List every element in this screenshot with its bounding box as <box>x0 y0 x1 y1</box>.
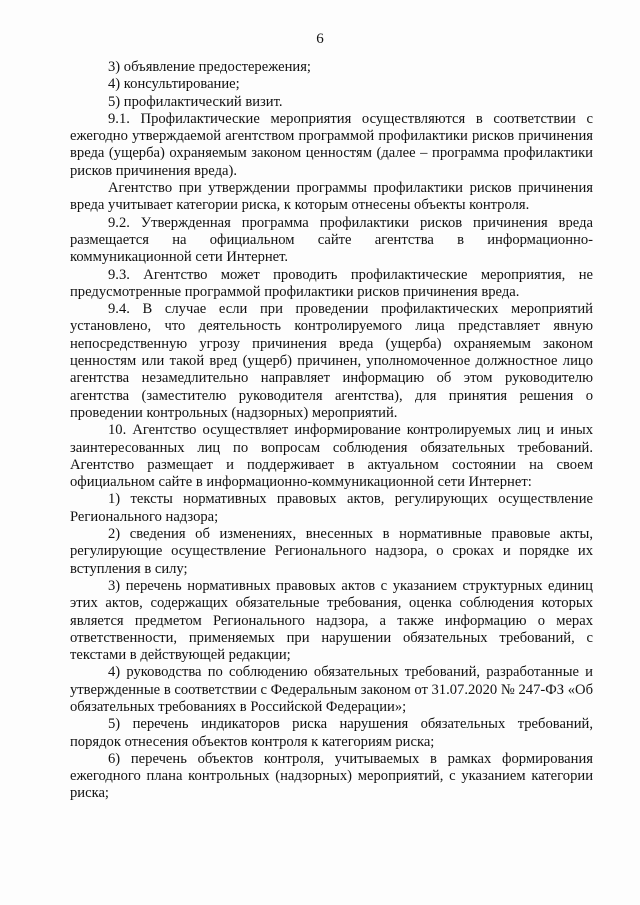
clause-9-2: 9.2. Утвержденная программа профилактики рисков причинения вреда размещается на официальном сайте агентства в информационно-коммуникационной сети Интернет. <box>70 214 593 266</box>
clause-10-item-3: 3) перечень нормативных правовых актов с указанием структурных единиц этих актов, содержащих обязательные требования, оценка соблюдения которых является предметом Регионального надзора, а также информацию о мерах ответственности, применяемых при нарушении обязательных требований, с текстами в действующей редакции; <box>70 577 593 664</box>
clause-10-item-4: 4) руководства по соблюдению обязательных требований, разработанные и утвержденные в соответствии с Федеральным законом от 31.07.2020 № 247-ФЗ «Об обязательных требованиях в Российской Федерации»; <box>70 664 593 715</box>
clause-9-3: 9.3. Агентство может проводить профилактические мероприятия, не предусмотренные программой профилактики рисков причинения вреда. <box>70 266 593 300</box>
clause-10: 10. Агентство осуществляет информирование контролируемых лиц и иных заинтересованных лиц по вопросам соблюдения обязательных требований. Агентство размещает и поддерживает в актуальном состоянии на своем официальном сайте в информационно-коммуникационной сети Интернет: <box>70 422 593 491</box>
clause-10-item-5: 5) перечень индикаторов риска нарушения обязательных требований, порядок отнесения объектов контроля к категориям риска; <box>70 716 593 750</box>
clause-9-4: 9.4. В случае если при проведении профилактических мероприятий установлено, что деятельность контролируемого лица представляет явную непосредственную угрозу причинения вреда (ущерба) охраняемым законом ценностям или такой вред (ущерб) причинен, уполномоченное должностное лицо агентства незамедлительно направляет информацию об этом руководителю агентства (заместителю руководителя агентства), для принятия решения о проведении контрольных (надзорных) мероприятий. <box>70 301 593 421</box>
clause-10-item-1: 1) тексты нормативных правовых актов, регулирующих осуществление Регионального надзора; <box>70 491 593 525</box>
clause-9-1: 9.1. Профилактические мероприятия осуществляются в соответствии с ежегодно утверждаемой агентством программой профилактики рисков причинения вреда (ущерба) охраняемым законом ценностям (далее – программа профилактики рисков причинения вреда). <box>70 110 593 179</box>
list-item-4: 4) консультирование; <box>108 76 240 93</box>
list-item-3: 3) объявление предостережения; <box>108 59 311 75</box>
clause-10-item-6: 6) перечень объектов контроля, учитываемых в рамках формирования ежегодного плана контрольных (надзорных) мероприятий, с указанием категории риска; <box>70 750 593 802</box>
clause-10-item-2: 2) сведения об изменениях, внесенных в нормативные правовые акты, регулирующие осуществление Регионального надзора, о сроках и порядке их вступления в силу; <box>70 526 593 577</box>
page-number: 6 <box>316 31 324 47</box>
list-item-5: 5) профилактический визит. <box>108 93 283 110</box>
document-body <box>70 59 593 803</box>
clause-9-1-continuation: Агентство при утверждении программы профилактики рисков причинения вреда учитывает категории риска, к которым отнесены объекты контроля. <box>70 180 593 214</box>
